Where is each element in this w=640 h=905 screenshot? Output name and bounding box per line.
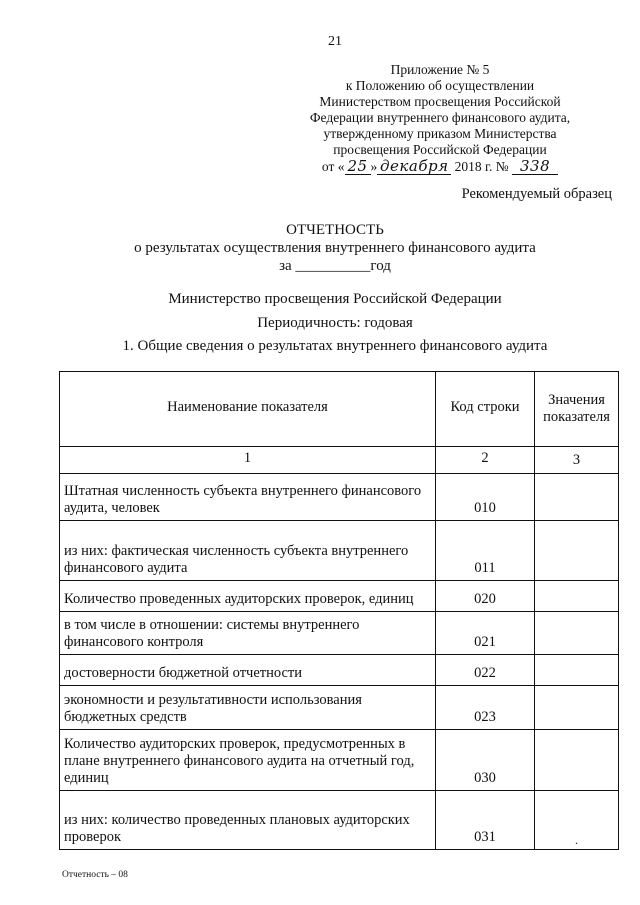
indicator-name: Количество проведенных аудиторских проверок, единиц xyxy=(60,581,436,612)
date-year: 2018 г. № xyxy=(451,159,513,174)
header-indicator-name: Наименование показателя xyxy=(60,372,436,447)
row-code: 020 xyxy=(436,581,535,612)
appendix-line: утвержденному приказом Министерства xyxy=(323,126,557,141)
appendix-date-line xyxy=(280,158,600,175)
header-row-code: Код строки xyxy=(436,372,535,447)
row-code: 023 xyxy=(436,686,535,730)
row-code: 011 xyxy=(436,521,535,581)
table-header-row xyxy=(60,372,619,447)
report-title: ОТЧЕТНОСТЬ xyxy=(286,222,384,238)
indicator-value xyxy=(535,612,619,655)
recommended-sample-label: Рекомендуемый образец xyxy=(461,186,612,202)
ministry-name: Министерство просвещения Российской Федерации xyxy=(168,291,502,307)
column-number: 1 xyxy=(60,447,436,474)
header-indicator-value: Значения показателя xyxy=(535,372,619,447)
indicator-name: из них: количество проведенных плановых аудиторских проверок xyxy=(60,791,436,850)
indicator-name: Количество аудиторских проверок, предусмотренных в плане внутреннего финансового аудита на отчетный год, единиц xyxy=(60,730,436,791)
indicator-value: . xyxy=(535,791,619,850)
row-code: 021 xyxy=(436,612,535,655)
date-prefix: от « xyxy=(321,159,345,174)
table-row xyxy=(60,730,619,791)
footer-form-code: Отчетность – 08 xyxy=(62,870,128,880)
section-heading: 1. Общие сведения о результатах внутреннего финансового аудита xyxy=(122,338,548,354)
period-blank: __________ xyxy=(295,258,371,274)
table-row xyxy=(60,791,619,850)
page-number: 21 xyxy=(328,34,342,49)
date-month: декабря xyxy=(377,158,451,175)
table-row xyxy=(60,474,619,521)
table-number-row xyxy=(60,447,619,474)
order-number: 338 xyxy=(512,158,558,175)
row-code: 030 xyxy=(436,730,535,791)
period-suffix: год xyxy=(370,258,391,274)
column-number: 2 xyxy=(436,447,535,474)
indicator-value xyxy=(535,581,619,612)
row-code: 022 xyxy=(436,655,535,686)
row-code: 031 xyxy=(436,791,535,850)
indicator-name: экономности и результативности использования бюджетных средств xyxy=(60,686,436,730)
column-number: 3 xyxy=(535,447,619,474)
appendix-block xyxy=(280,62,600,175)
appendix-line: Федерации внутреннего финансового аудита, xyxy=(309,110,571,125)
table-row xyxy=(60,612,619,655)
indicator-value xyxy=(535,521,619,581)
table-row xyxy=(60,521,619,581)
appendix-line: к Положению об осуществлении xyxy=(345,78,535,93)
indicator-value xyxy=(535,730,619,791)
periodicity: Периодичность: годовая xyxy=(257,315,413,331)
table-row xyxy=(60,686,619,730)
table-row xyxy=(60,655,619,686)
audit-table xyxy=(59,371,619,850)
indicator-value xyxy=(535,686,619,730)
indicator-value xyxy=(535,474,619,521)
period-prefix: за xyxy=(279,258,292,274)
report-period xyxy=(0,258,640,275)
indicator-name: из них: фактическая численность субъекта внутреннего финансового аудита xyxy=(60,521,436,581)
date-day: 25 xyxy=(345,158,371,175)
indicator-value xyxy=(535,655,619,686)
indicator-name: в том числе в отношении: системы внутреннего финансового контроля xyxy=(60,612,436,655)
report-subtitle: о результатах осуществления внутреннего финансового аудита xyxy=(134,240,536,256)
indicator-name: Штатная численность субъекта внутреннего финансового аудита, человек xyxy=(60,474,436,521)
appendix-line: просвещения Российской Федерации xyxy=(333,142,547,157)
indicator-name: достоверности бюджетной отчетности xyxy=(60,655,436,686)
table-row xyxy=(60,581,619,612)
appendix-line: Министерством просвещения Российской xyxy=(319,94,561,109)
appendix-line: Приложение № 5 xyxy=(390,62,490,77)
date-mid: » xyxy=(370,159,378,174)
row-code: 010 xyxy=(436,474,535,521)
